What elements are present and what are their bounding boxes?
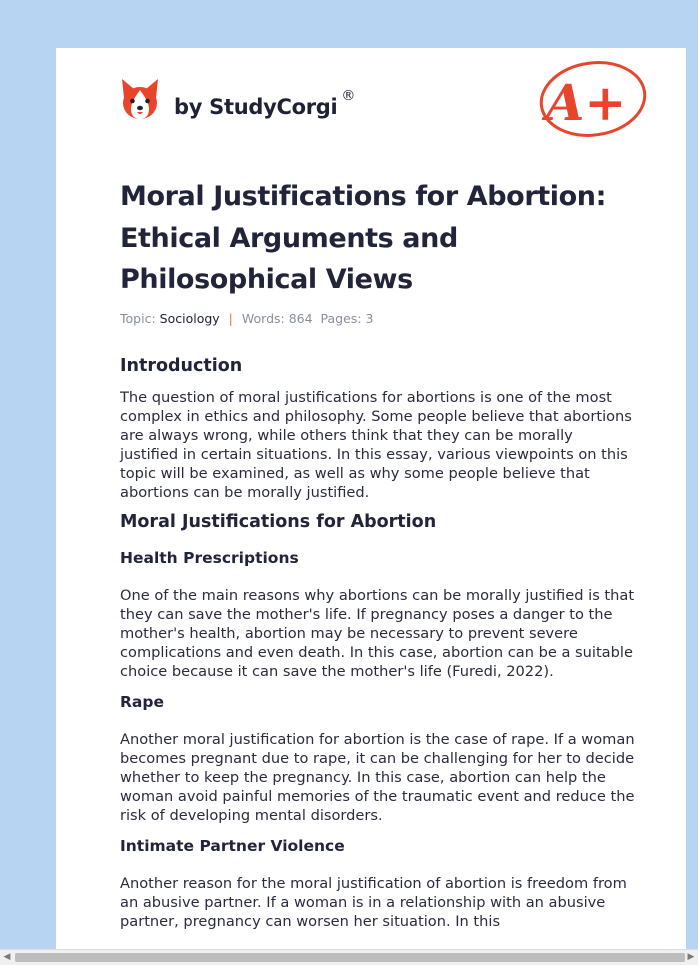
paragraph-health-prescriptions: One of the main reasons why abortions can be morally justified is that they can save the mother's life. If pregnancy poses a danger to the mother's health, abortion may be necessary to prevent severe complications and even death. In this case, abortion can be a suitable choice because it can save the mother's life (Furedi, 2022). [120, 587, 635, 680]
topic-link[interactable]: Sociology [159, 311, 220, 326]
horizontal-scrollbar[interactable] [0, 949, 698, 965]
words-value: 864 [288, 311, 313, 326]
subheading-rape: Rape [120, 693, 165, 711]
meta-separator: | [228, 311, 233, 326]
scrollbar-thumb[interactable] [15, 953, 685, 962]
corgi-logo-icon [120, 76, 160, 122]
section-heading-introduction: Introduction [120, 356, 243, 376]
words-label: Words: [241, 311, 285, 326]
studycorgi-logo[interactable] [120, 76, 160, 122]
section-heading-moral-justifications: Moral Justifications for Abortion [120, 512, 437, 532]
brand-text: by StudyCorgi [174, 95, 338, 119]
paragraph-introduction: The question of moral justifications for abortions is one of the most complex in ethics and philosophy. Some people believe that abortions are always wrong, while others think that they can be morally justified in certain situations. In this essay, various viewpoints on this topic will be examined, as well as why some people believe that abortions can be morally justified. [120, 389, 632, 501]
paragraph-intimate-partner-violence: Another reason for the moral justification of abortion is freedom from an abusive partner. If a woman is in a relationship with an abusive partner, pregnancy can worsen her situation. In this [120, 875, 627, 930]
subheading-health-prescriptions: Health Prescriptions [120, 549, 299, 567]
pages-value: 3 [365, 311, 374, 326]
registered-mark: ® [341, 88, 356, 104]
topic-label: Topic: [120, 311, 156, 326]
grade-badge-text: A+ [545, 73, 627, 132]
paragraph-rape: Another moral justification for abortion is the case of rape. If a woman becomes pregnant due to rape, it can be challenging for her to decide whether to keep the pregnancy. In this case, abortion can help the woman avoid painful memories of the traumatic event and reduce the risk of developing mental disorders. [120, 731, 635, 824]
document-title: Moral Justifications for Abortion: Ethical Arguments and Philosophical Views [120, 181, 606, 295]
document-body [120, 354, 635, 931]
document-page [56, 48, 686, 952]
pages-label: Pages: [320, 311, 362, 326]
document-meta [120, 311, 373, 326]
scroll-right-arrow-icon[interactable]: ▶ [687, 952, 695, 962]
scroll-left-arrow-icon[interactable]: ◀ [3, 952, 11, 962]
subheading-intimate-partner-violence: Intimate Partner Violence [120, 837, 345, 855]
brand-name[interactable] [174, 88, 356, 119]
a-plus-grade-icon [538, 58, 648, 140]
